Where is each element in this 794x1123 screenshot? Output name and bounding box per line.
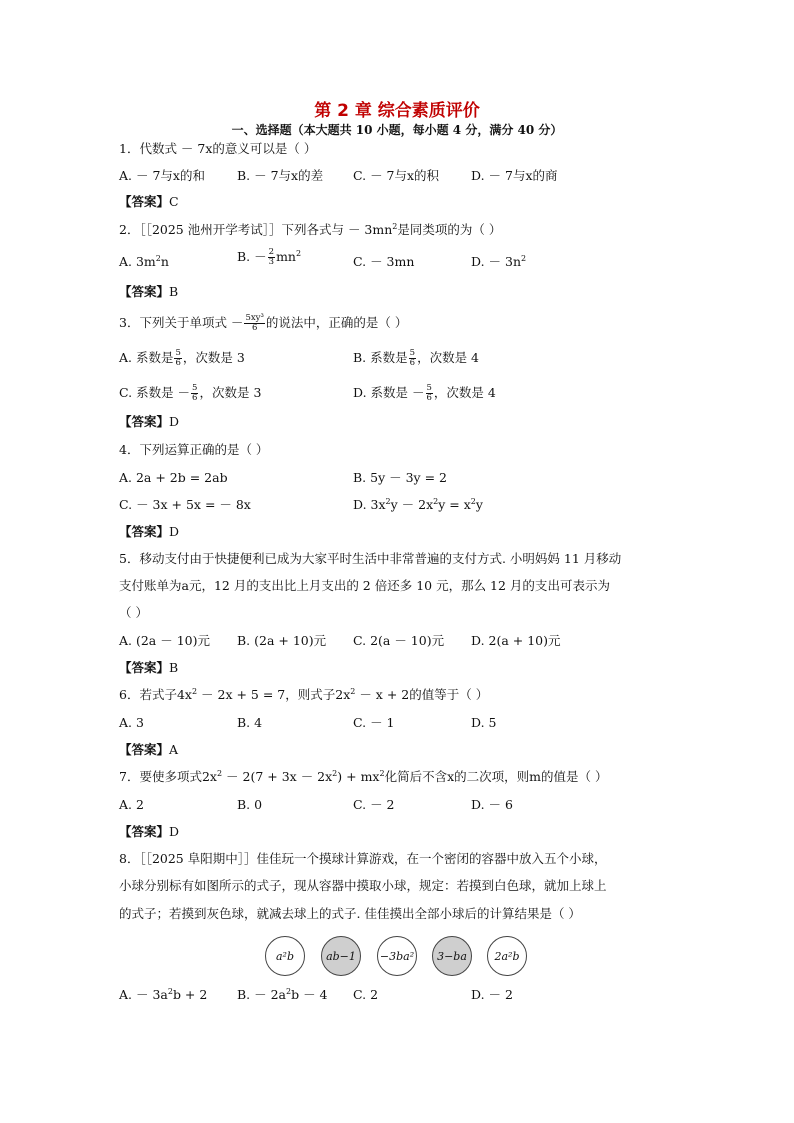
q8-line3: 的式子；若摸到灰色球，就减去球上的式子. 佳佳摸出全部小球后的计算结果是（ ） <box>119 906 581 921</box>
q4-stem: 4．下列运算正确的是（ ） <box>119 442 269 457</box>
q3-answer <box>119 414 179 430</box>
q8-line1: 8．［［2025 阜阳期中］］佳佳玩一个摸球计算游戏，在一个密闭的容器中放入五个小球， <box>119 851 607 866</box>
q3-stem <box>119 314 407 333</box>
q3-stem-den: 6 <box>251 323 258 333</box>
q2-answer-value: B <box>169 284 179 299</box>
answer-label: 【答案】 <box>119 414 170 429</box>
ball-label: ab−1 <box>326 949 356 963</box>
q2-d-pre: D. － 3n <box>471 254 522 269</box>
q3-a-num: 5 <box>175 348 181 358</box>
q7-option-a: A. 2 <box>119 797 144 812</box>
q5-line1: 5．移动支付由于快捷便利已成为大家平时生活中非常普遍的支付方式. 小明妈妈 11 月移动 <box>119 551 622 566</box>
q3-d-pre: D. 系数是 － <box>353 385 425 400</box>
q4-d-mid2: y = x <box>438 497 471 512</box>
q6-option-b: B. 4 <box>237 715 263 730</box>
q3-c-num: 5 <box>192 383 198 393</box>
q5-option-c: C. 2(a － 10)元 <box>353 633 445 648</box>
q2-b-pre: B. － <box>237 249 267 264</box>
q7-stem-sup1: 2 <box>216 768 223 778</box>
q3-c-post: ，次数是 3 <box>199 385 262 400</box>
q8-b-post: b － 4 <box>291 987 328 1002</box>
q6-stem-post: － x + 2的值等于（ ） <box>355 687 489 702</box>
q2-stem-sup: 2 <box>392 221 398 231</box>
q7-stem-mid1: － 2(7 + 3x － 2x <box>222 769 333 784</box>
white-ball <box>487 936 527 976</box>
q2-b-fraction <box>268 248 275 267</box>
q3-c-pre: C. 系数是 － <box>119 385 191 400</box>
q2-option-d <box>471 254 526 270</box>
q7-stem-pre: 7．要使多项式2x <box>119 769 217 784</box>
q6-stem-mid: － 2x + 5 = 7，则式子2x <box>197 687 351 702</box>
q5-option-d: D. 2(a + 10)元 <box>471 633 561 648</box>
q3-stem-post: 的说法中，正确的是（ ） <box>265 315 408 330</box>
q7-stem-sup2: 2 <box>332 768 338 778</box>
q7-option-d: D. － 6 <box>471 797 513 812</box>
q8-option-c: C. 2 <box>353 987 379 1002</box>
q1-stem: 1．代数式 － 7x的意义可以是（ ） <box>119 141 317 156</box>
q3-b-den: 6 <box>409 358 416 368</box>
white-ball <box>377 936 417 976</box>
q4-option-b: B. 5y － 3y = 2 <box>353 470 447 485</box>
q2-d-sup: 2 <box>521 253 527 263</box>
q4-answer-value: D <box>169 524 180 539</box>
q4-answer <box>119 524 179 540</box>
q7-option-c: C. － 2 <box>353 797 395 812</box>
q8-ball-figure <box>0 936 794 976</box>
q5-answer-value: B <box>169 660 179 675</box>
q3-a-pre: A. 系数是 <box>119 350 174 365</box>
q8-b-sup: 2 <box>286 986 292 996</box>
q1-option-c: C. － 7与x的积 <box>353 168 440 183</box>
q2-a-post: n <box>160 254 169 269</box>
ball-label: a²b <box>275 949 294 963</box>
q1-answer-value: C <box>169 194 179 209</box>
q7-option-b: B. 0 <box>237 797 263 812</box>
q3-stem-pre: 3．下列关于单项式 － <box>119 315 244 330</box>
answer-label: 【答案】 <box>119 194 170 209</box>
q1-answer <box>119 194 179 210</box>
q6-option-a: A. 3 <box>119 715 144 730</box>
q4-d-pre: D. 3x <box>353 497 386 512</box>
q2-stem-post: 是同类项的为（ ） <box>397 222 502 237</box>
q6-stem-sup2: 2 <box>350 686 356 696</box>
q3-d-fraction <box>426 384 433 403</box>
q7-answer <box>119 824 179 840</box>
page-title: 第 2 章 综合素质评价 <box>314 101 480 121</box>
q2-b-sup: 2 <box>295 248 302 258</box>
white-ball <box>265 936 305 976</box>
q7-stem-sup3: 2 <box>379 768 385 778</box>
q7-stem <box>119 769 607 785</box>
q2-a-sup: 2 <box>155 253 161 263</box>
q4-option-d <box>353 497 483 513</box>
q5-line3: （ ） <box>119 605 148 620</box>
q8-a-post: b + 2 <box>172 987 208 1002</box>
q3-option-d <box>353 384 496 403</box>
q4-d-sup2: 2 <box>433 496 439 506</box>
answer-label: 【答案】 <box>119 824 170 839</box>
q2-option-c: C. － 3mn <box>353 254 415 269</box>
q3-d-post: ，次数是 4 <box>433 385 496 400</box>
q3-a-den: 6 <box>175 358 181 368</box>
q1-option-b: B. － 7与x的差 <box>237 168 324 183</box>
q7-stem-mid2: ) + mx <box>337 769 380 784</box>
ball-label: −3ba² <box>379 949 415 963</box>
q6-answer-value: A <box>169 742 179 757</box>
q4-d-post: y <box>475 497 483 512</box>
q8-option-a <box>119 987 207 1003</box>
q3-d-den: 6 <box>426 393 432 403</box>
q3-c-den: 6 <box>192 393 198 403</box>
q8-b-pre: B. － 2a <box>237 987 287 1002</box>
q4-option-a: A. 2a + 2b = 2ab <box>119 470 228 485</box>
q3-stem-num: 5xy³ <box>245 313 264 323</box>
q7-answer-value: D <box>169 824 180 839</box>
q1-option-a: A. － 7与x的和 <box>119 168 205 183</box>
q3-a-post: ，次数是 3 <box>182 350 245 365</box>
q2-b-den: 3 <box>268 257 275 267</box>
q3-option-c <box>119 384 261 403</box>
q8-option-d: D. － 2 <box>471 987 513 1002</box>
q3-stem-fraction <box>244 314 264 333</box>
q5-answer <box>119 660 178 676</box>
q6-option-d: D. 5 <box>471 715 497 730</box>
answer-label: 【答案】 <box>119 524 170 539</box>
q5-option-a: A. (2a － 10)元 <box>119 633 210 648</box>
q3-b-pre: B. 系数是 <box>353 350 408 365</box>
gray-ball <box>321 936 361 976</box>
q8-a-pre: A. － 3a <box>119 987 168 1002</box>
q3-option-b <box>353 349 479 368</box>
q6-answer <box>119 742 178 758</box>
q3-d-num: 5 <box>426 383 432 393</box>
q6-stem-sup1: 2 <box>191 686 198 696</box>
q3-b-post: ，次数是 4 <box>417 350 479 365</box>
q2-answer <box>119 284 178 300</box>
q2-stem-pre: 2．［［2025 池州开学考试］］下列各式与 － 3mn <box>119 222 393 237</box>
q4-d-sup1: 2 <box>385 496 391 506</box>
q5-option-b: B. (2a + 10)元 <box>237 633 327 648</box>
q5-line2: 支付账单为a元，12 月的支出比上月支出的 2 倍还多 10 元，那么 12 月的支出可表示为 <box>119 578 610 593</box>
q6-stem <box>119 687 488 703</box>
q4-option-c: C. － 3x + 5x = － 8x <box>119 497 251 512</box>
answer-label: 【答案】 <box>119 742 170 757</box>
q6-stem-pre: 6．若式子4x <box>119 687 192 702</box>
q4-d-sup3: 2 <box>470 496 476 506</box>
q3-b-fraction <box>409 349 416 368</box>
ball-label: 2a²b <box>494 949 520 963</box>
answer-label: 【答案】 <box>119 284 170 299</box>
q2-b-num: 2 <box>268 247 275 257</box>
q2-stem <box>119 222 501 238</box>
q4-d-mid1: y － 2x <box>390 497 434 512</box>
q2-a-pre: A. 3m <box>119 254 156 269</box>
q3-a-fraction <box>174 349 181 368</box>
q6-option-c: C. － 1 <box>353 715 395 730</box>
q2-option-b <box>237 248 301 267</box>
section-title: 一、选择题（本大题共 10 小题，每小题 4 分，满分 40 分） <box>231 123 563 137</box>
q3-b-num: 5 <box>409 348 416 358</box>
gray-ball <box>432 936 472 976</box>
q8-option-b <box>237 987 328 1003</box>
q3-answer-value: D <box>169 414 180 429</box>
ball-label: 3−ba <box>437 949 467 963</box>
q1-option-d: D. － 7与x的商 <box>471 168 558 183</box>
q8-a-sup: 2 <box>167 986 173 996</box>
q2-option-a <box>119 254 169 270</box>
q8-line2: 小球分别标有如图所示的式子，现从容器中摸取小球，规定：若摸到白色球，就加上球上 <box>119 878 607 893</box>
q3-option-a <box>119 349 245 368</box>
q3-c-fraction <box>191 384 198 403</box>
q2-b-mid: mn <box>276 249 296 264</box>
answer-label: 【答案】 <box>119 660 170 675</box>
q7-stem-post: 化简后不含x的二次项，则m的值是（ ） <box>384 769 608 784</box>
